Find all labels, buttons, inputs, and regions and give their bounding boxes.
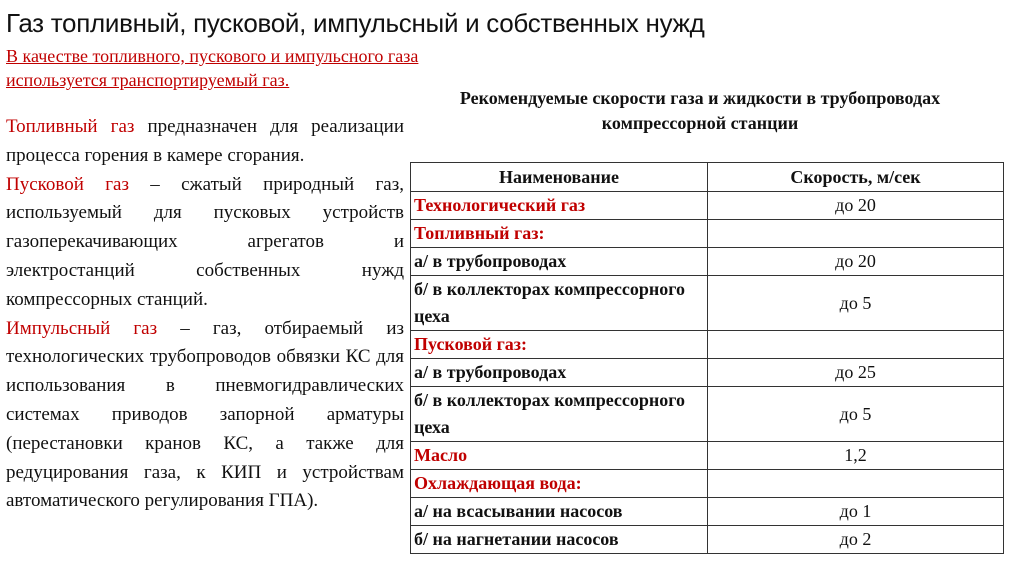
header-name: Наименование — [411, 163, 708, 192]
table-row — [411, 442, 1004, 470]
term: Пусковой газ — [6, 173, 129, 195]
row-speed — [708, 220, 1004, 248]
table-title: Рекомендуемые скорости газа и жидкости в трубопроводах компрессорной станции — [459, 88, 941, 133]
table-row — [411, 248, 1004, 276]
row-speed: до 20 — [708, 248, 1004, 276]
table-row — [411, 192, 1004, 220]
intro-text: В качестве топливного, пускового и импульсного газа используется транспортируемый газ. — [6, 46, 419, 90]
row-name: а/ в трубопроводах — [411, 359, 708, 387]
row-speed: до 20 — [708, 192, 1004, 220]
row-speed: 1,2 — [708, 442, 1004, 470]
definition-start-gas — [6, 171, 404, 315]
table-row — [411, 220, 1004, 248]
row-name: Топливный газ: — [411, 220, 708, 248]
definition-text: – газ, отбираемый из технологических трубопроводов обвязки КС для использования в пневмогидравлических системах приводов запорной арматуры (перестановки кранов КС, а также для редуцирования газа, к КИП и устройствам автоматического регулирования ГПА). — [6, 317, 404, 512]
row-name: Пусковой газ: — [411, 331, 708, 359]
table-row — [411, 526, 1004, 554]
table-header — [411, 163, 1004, 192]
row-name: Технологический газ — [411, 192, 708, 220]
table-row — [411, 498, 1004, 526]
row-speed: до 5 — [708, 387, 1004, 442]
definitions — [6, 113, 404, 516]
table-row — [411, 387, 1004, 442]
row-speed: до 2 — [708, 526, 1004, 554]
table-row — [411, 470, 1004, 498]
definition-text: предназначен для реализации процесса горения в камере сгорания. — [6, 116, 404, 166]
row-speed: до 1 — [708, 498, 1004, 526]
slide-title: Газ топливный, пусковой, импульсный и собственных нужд — [6, 8, 705, 38]
table-row — [411, 331, 1004, 359]
row-name: б/ на нагнетании насосов — [411, 526, 708, 554]
definition-fuel-gas — [6, 113, 404, 171]
row-speed: до 25 — [708, 359, 1004, 387]
definition-text: – сжатый природный газ, используемый для пусковых устройств газоперекачивающих агрегатов и электростанций собственных нужд компрессорных станций. — [6, 173, 404, 310]
term: Импульсный газ — [6, 317, 158, 339]
row-speed — [708, 331, 1004, 359]
table-row — [411, 276, 1004, 331]
definition-impulse-gas — [6, 315, 404, 517]
row-speed: до 5 — [708, 276, 1004, 331]
row-name: Масло — [411, 442, 708, 470]
row-name: б/ в коллекторах компрессорного цеха — [411, 276, 708, 331]
row-name: Охлаждающая вода: — [411, 470, 708, 498]
speed-table — [410, 162, 1004, 554]
header-speed: Скорость, м/сек — [708, 163, 1004, 192]
table-row — [411, 359, 1004, 387]
term: Топливный газ — [6, 116, 135, 137]
row-speed — [708, 470, 1004, 498]
row-name: б/ в коллекторах компрессорного цеха — [411, 387, 708, 442]
row-name: а/ на всасывании насосов — [411, 498, 708, 526]
row-name: а/ в трубопроводах — [411, 248, 708, 276]
